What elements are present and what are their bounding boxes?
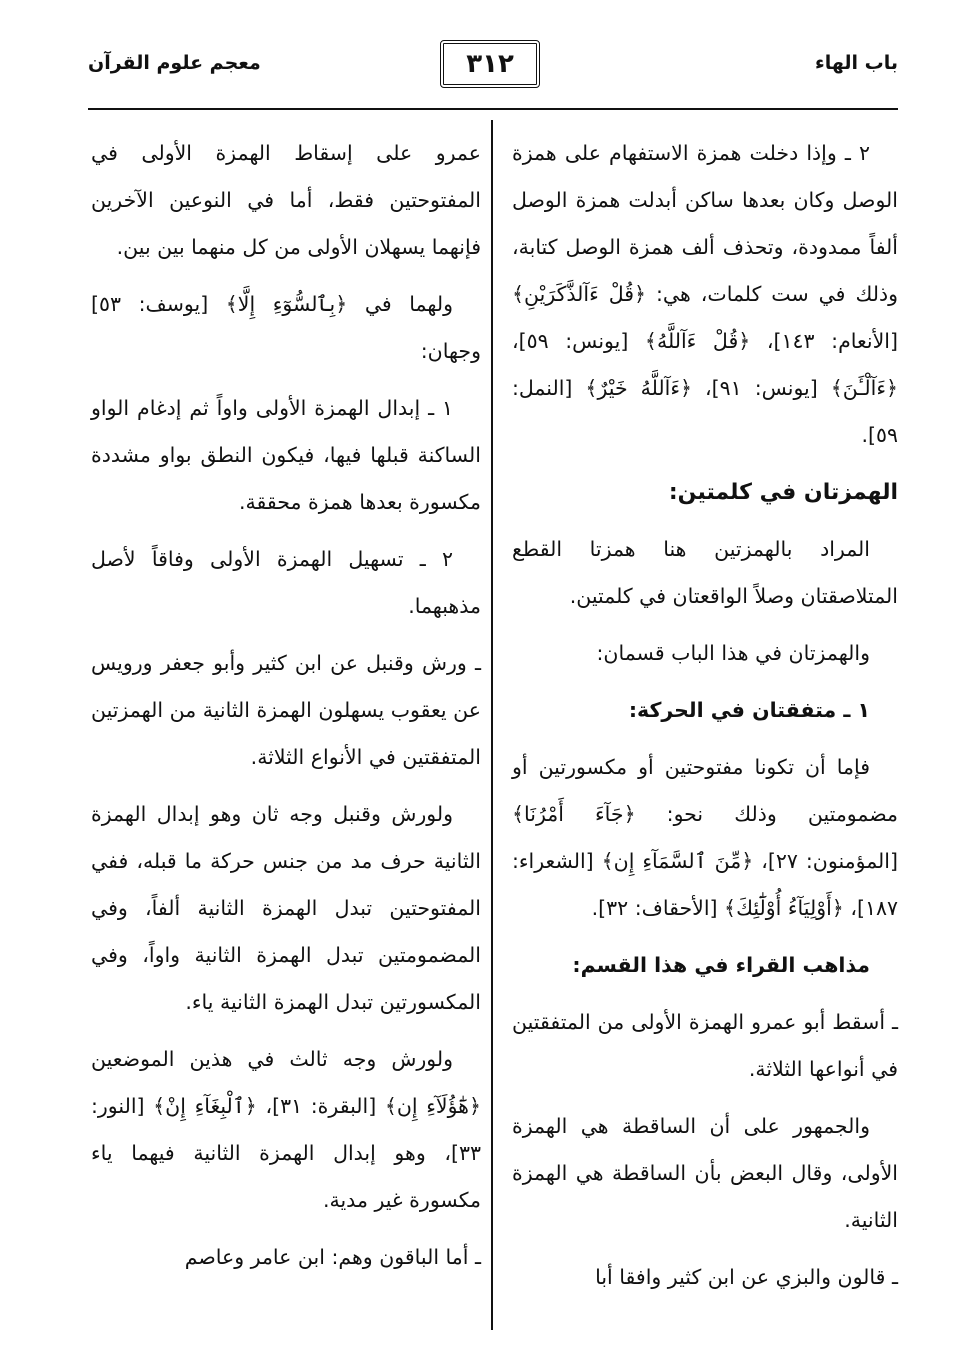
paragraph: ـ قالون والبزي عن ابن كثير وافقا أبا: [595, 1265, 898, 1289]
paragraph: ولهما في ﴿بِٱلسُّوٓءِ إِلَّا﴾ [يوسف: ٥٣] وجهان:: [91, 292, 481, 363]
paragraph: فإما أن تكونا مفتوحتين أو مكسورتين أو مضمومتين وذلك نحو: ﴿جَآءَ أَمْرُنَا﴾ [المؤمنون: ٢٧]، ﴿مِّنَ ٱلسَّمَآءِ إِن﴾ [الشعراء: ١٨٧]، ﴿أَوْلِيَآءُ أُوْلَٰٓئِكَ﴾ [الأحقاف: ٣٢].: [512, 755, 898, 920]
paragraph: ـ أسقط أبو عمرو الهمزة الأولى من المتفقتين في أنواعها الثلاثة.: [512, 1010, 898, 1081]
section-heading: الهمزتان في كلمتين:: [668, 480, 898, 505]
paragraph: والهمزتان في هذا الباب قسمان:: [596, 641, 870, 665]
right-column: [512, 130, 898, 1311]
subheading: مذاهب القراء في هذا القسم:: [572, 953, 870, 977]
section-title: باب الهاء: [814, 52, 898, 74]
paragraph: والجمهور على أن الساقطة هي الهمزة الأولى، وقال البعض بأن الساقطة هي الهمزة الثانية.: [512, 1114, 898, 1232]
page-number-box: [440, 40, 540, 88]
header-rule: [88, 108, 898, 110]
page-header: [88, 40, 898, 110]
subheading: ١ ـ متفقتان في الحركة:: [628, 698, 870, 722]
paragraph: ـ ورش وقنبل عن ابن كثير وأبو جعفر ورويس عن يعقوب يسهلون الهمزة الثانية من الهمزتين المتفقتين في الأنواع الثلاثة.: [91, 651, 481, 769]
paragraph: ١ ـ إبدال الهمزة الأولى واواً ثم إدغام الواو الساكنة قبلها فيها، فيكون النطق بواو مشددة مكسورة بعدها همزة محققة.: [91, 396, 481, 514]
paragraph: ولورش وقنبل وجه ثان وهو إبدال الهمزة الثانية حرف مد من جنس حركة ما قبله، ففي المفتوحتين تبدل الهمزة الثانية ألفاً، وفي المضمومتين تبدل الهمزة الثانية واواً، وفي المكسورتين تبدل الهمزة الثانية ياء.: [91, 802, 481, 1014]
paragraph: عمرو على إسقاط الهمزة الأولى في المفتوحتين فقط، أما في النوعين الآخرين فإنهما يسهلان الأولى من كل منهما بين بين.: [91, 141, 481, 259]
paragraph: ولورش وجه ثالث في هذين الموضعين ﴿هَٰٓؤُلَآءِ إِن﴾ [البقرة: ٣١]، ﴿ٱلْبِغَآءِ إِنْ﴾ [النور: ٣٣]، وهو إبدال الهمزة الثانية فيهما ياء مكسورة غير مدية.: [91, 1047, 481, 1212]
paragraph: ٢ ـ وإذا دخلت همزة الاستفهام على همزة الوصل وكان بعدها ساكن أبدلت همزة الوصل ألفاً ممدودة، وتحذف ألف همزة الوصل كتابة، وذلك في ست كلمات، هي: ﴿قُلْ ءَآلذَّكَرَيْنِ﴾ [الأنعام: ١٤٣]، ﴿قُلْ ءَآللَّهُ﴾ [يونس: ٥٩]، ﴿ءَآلْـَٔنَ﴾ [يونس: ٩١]، ﴿ءَآللَّهُ خَيْرٌ﴾ [النمل: ٥٩].: [512, 141, 898, 447]
paragraph: ـ أما الباقون وهم: ابن عامر وعاصم: [184, 1245, 481, 1269]
column-divider: [491, 120, 493, 1330]
paragraph: ٢ ـ تسهيل الهمزة الأولى وفاقاً لأصل مذهبهما.: [91, 547, 481, 618]
paragraph: المراد بالهمزتين هنا همزتا القطع المتلاصقتان وصلاً الواقعتان في كلمتين.: [512, 537, 898, 608]
page-number: ٣١٢: [466, 49, 514, 79]
left-column: [91, 130, 481, 1291]
book-title: معجم علوم القرآن: [88, 52, 261, 74]
